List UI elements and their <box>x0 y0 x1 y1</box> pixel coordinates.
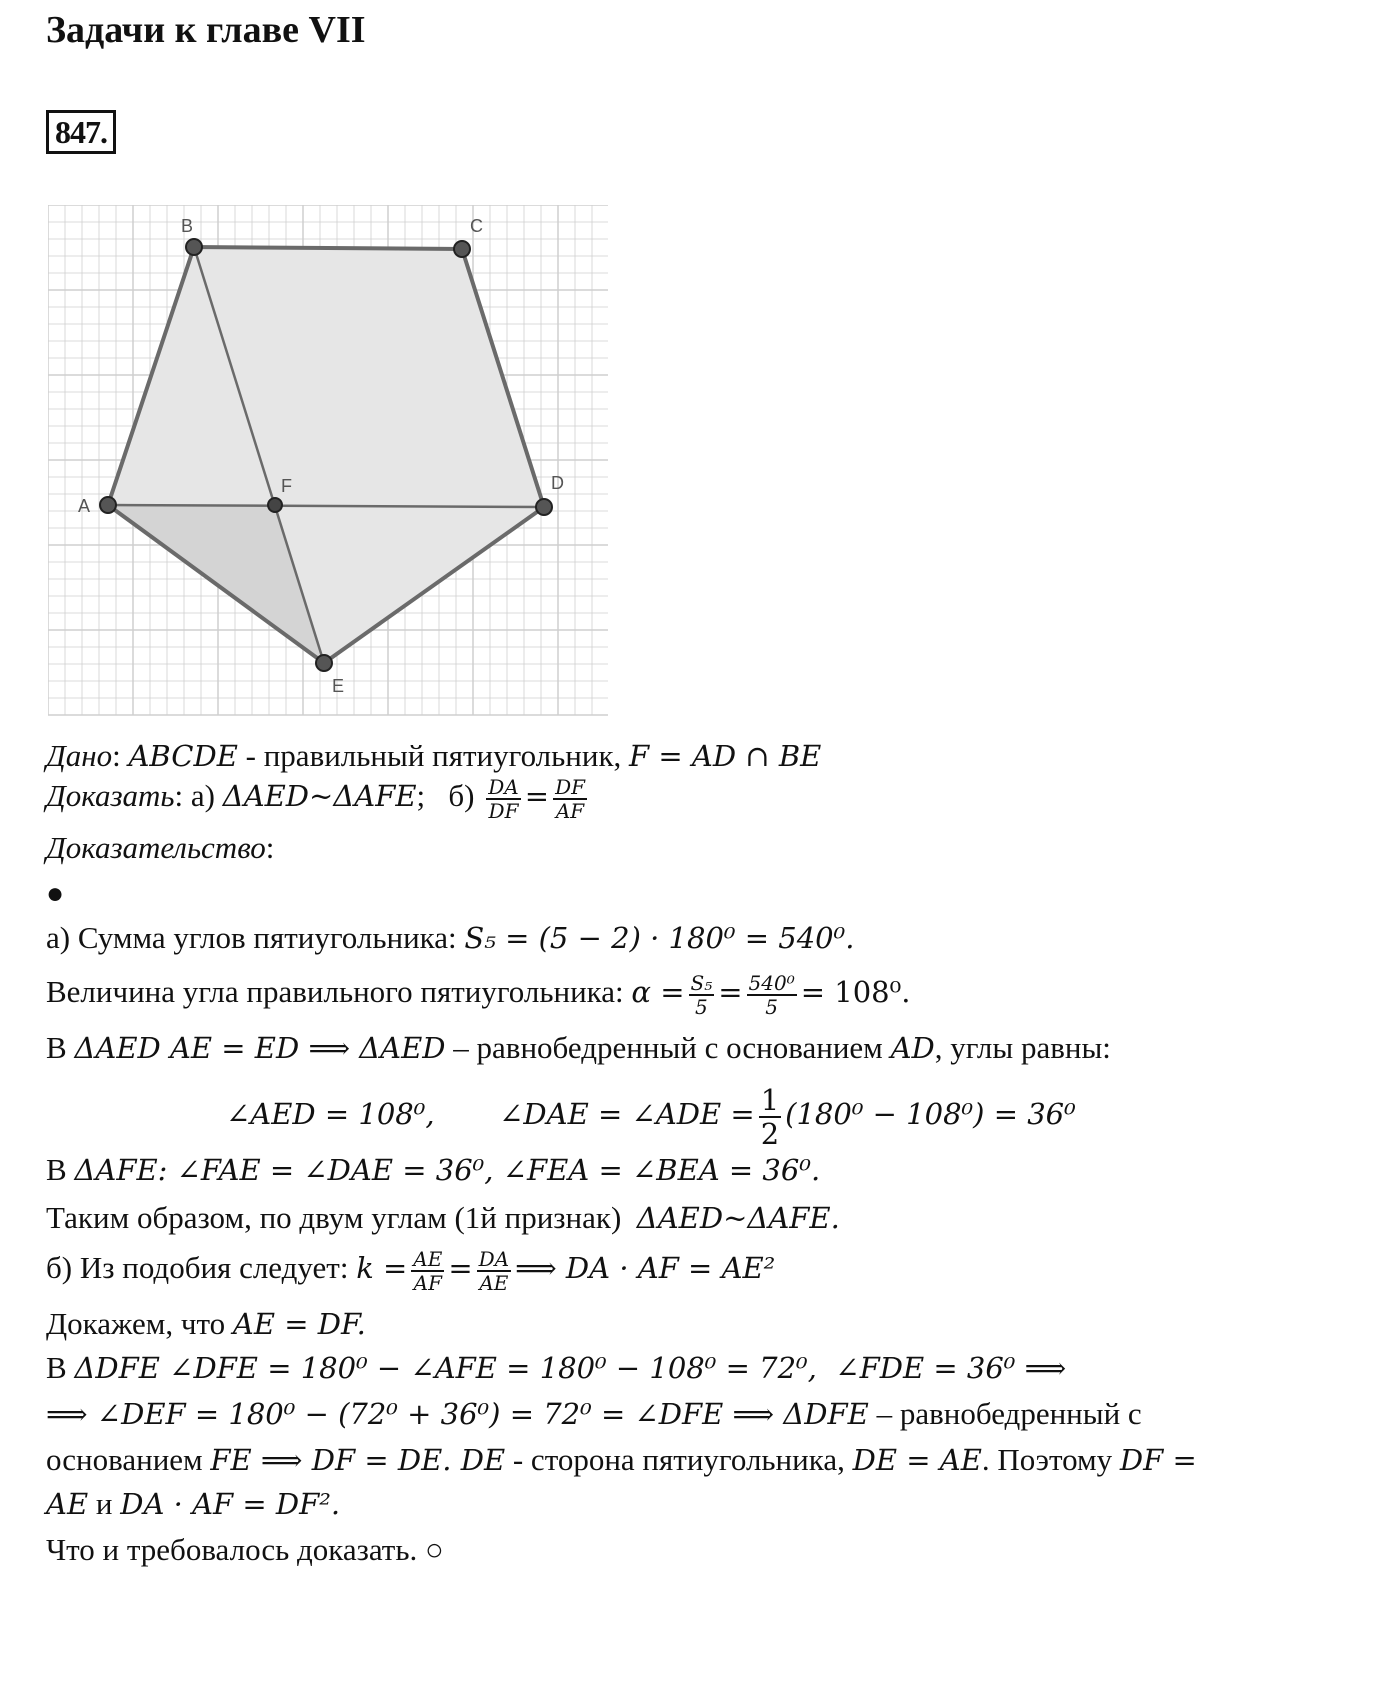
line-3: В ΔAED AE = ED ⟹ ΔAED – равнобедренный с основанием AD, углы равны: <box>46 1030 1111 1065</box>
pentagon-figure <box>48 205 658 775</box>
prove-line: Доказать: а) ΔAED~ΔAFE; б) $\frac{DA}{DF}$ = $\frac{DF}{AF}$ <box>46 775 585 823</box>
line-5: В ΔAFE: ∠FAE = ∠DAE = 36⁰, ∠FEA = ∠BEA = 36⁰. <box>46 1152 821 1187</box>
line-1: а) Сумма углов пятиугольника: S₅ = (5 − 2) · 180⁰ = 540⁰. <box>46 920 855 955</box>
point-a <box>100 497 116 513</box>
label-d: D <box>551 473 564 493</box>
given-math: ABCDE <box>128 739 238 773</box>
proof-label-line: Доказательство: <box>46 830 275 865</box>
label-e: E <box>332 676 345 696</box>
frac-da-ae: $\frac{DA}{AE}$ <box>478 1247 510 1295</box>
line-2: Величина угла правильного пятиугольника: α = $\frac{\text{S₅}}{5}$ = $\frac{\text{540⁰}}{5}$ = 108⁰. <box>46 971 911 1019</box>
point-b <box>186 239 202 255</box>
proof-label: Доказательство <box>46 830 266 865</box>
frac-540: $\frac{\text{540⁰}}{5}$ <box>748 971 795 1019</box>
prove-a: : а) <box>174 778 223 814</box>
prove-b-frac1: $\frac{DA}{DF}$ <box>488 775 519 823</box>
label-a: A <box>78 496 91 516</box>
bullet: ● <box>46 877 65 910</box>
given-label: Дано <box>46 738 113 773</box>
frac-half: $\frac{1}{2}$ <box>760 1083 780 1151</box>
line-9: В ΔDFE ∠DFE = 180⁰ − ∠AFE = 180⁰ − 108⁰ = 72⁰, ∠FDE = 36⁰ ⟹ <box>46 1350 1067 1385</box>
problem-number: 847. <box>46 110 116 154</box>
prove-b-frac2: $\frac{DF}{AF}$ <box>555 775 585 823</box>
line-10: ⟹ ∠DEF = 180⁰ − (72⁰ + 36⁰) = 72⁰ = ∠DFE ⟹ ΔDFE – равнобедренный с <box>46 1396 1142 1431</box>
point-d <box>536 499 552 515</box>
line-13: Что и требовалось доказать. ○ <box>46 1532 444 1567</box>
frac-ae-af: $\frac{AE}{AF}$ <box>413 1247 443 1295</box>
line-11: основанием FE ⟹ DF = DE. DE - сторона пятиугольника, DE = AE. Поэтому DF = <box>46 1442 1197 1477</box>
given-text: - правильный пятиугольник, <box>237 738 630 773</box>
point-e <box>316 655 332 671</box>
point-f <box>268 498 282 512</box>
prove-label: Доказать <box>46 778 175 814</box>
point-c <box>454 241 470 257</box>
frac-s5: $\frac{\text{S₅}}{5}$ <box>690 971 713 1019</box>
line-8: Докажем, что AE = DF. <box>46 1306 366 1341</box>
given-math2: F = AD ∩ BE <box>629 739 822 773</box>
line-12: AE и DA · AF = DF². <box>46 1486 341 1521</box>
label-c: C <box>470 216 483 236</box>
given-line: Дано: ABCDE - правильный пятиугольник, F = AD ∩ BE <box>46 738 822 773</box>
line-7: б) Из подобия следует: k = $\frac{AE}{AF}$ = $\frac{DA}{AE}$ ⟹ DA · AF = AE² <box>46 1247 776 1295</box>
line-6: Таким образом, по двум углам (1й признак) ΔAED~ΔAFE. <box>46 1200 840 1235</box>
prove-a-math: ΔAED~ΔAFE <box>222 779 417 814</box>
line-4: ∠AED = 108⁰, ∠DAE = ∠ADE = $\frac{1}{2}$ (180⁰ − 108⁰) = 36⁰ <box>226 1083 1076 1151</box>
label-f: F <box>281 476 292 496</box>
chapter-title: Задачи к главе VII <box>46 9 366 51</box>
prove-sep: ; б) <box>416 778 483 814</box>
label-b: B <box>181 216 194 236</box>
